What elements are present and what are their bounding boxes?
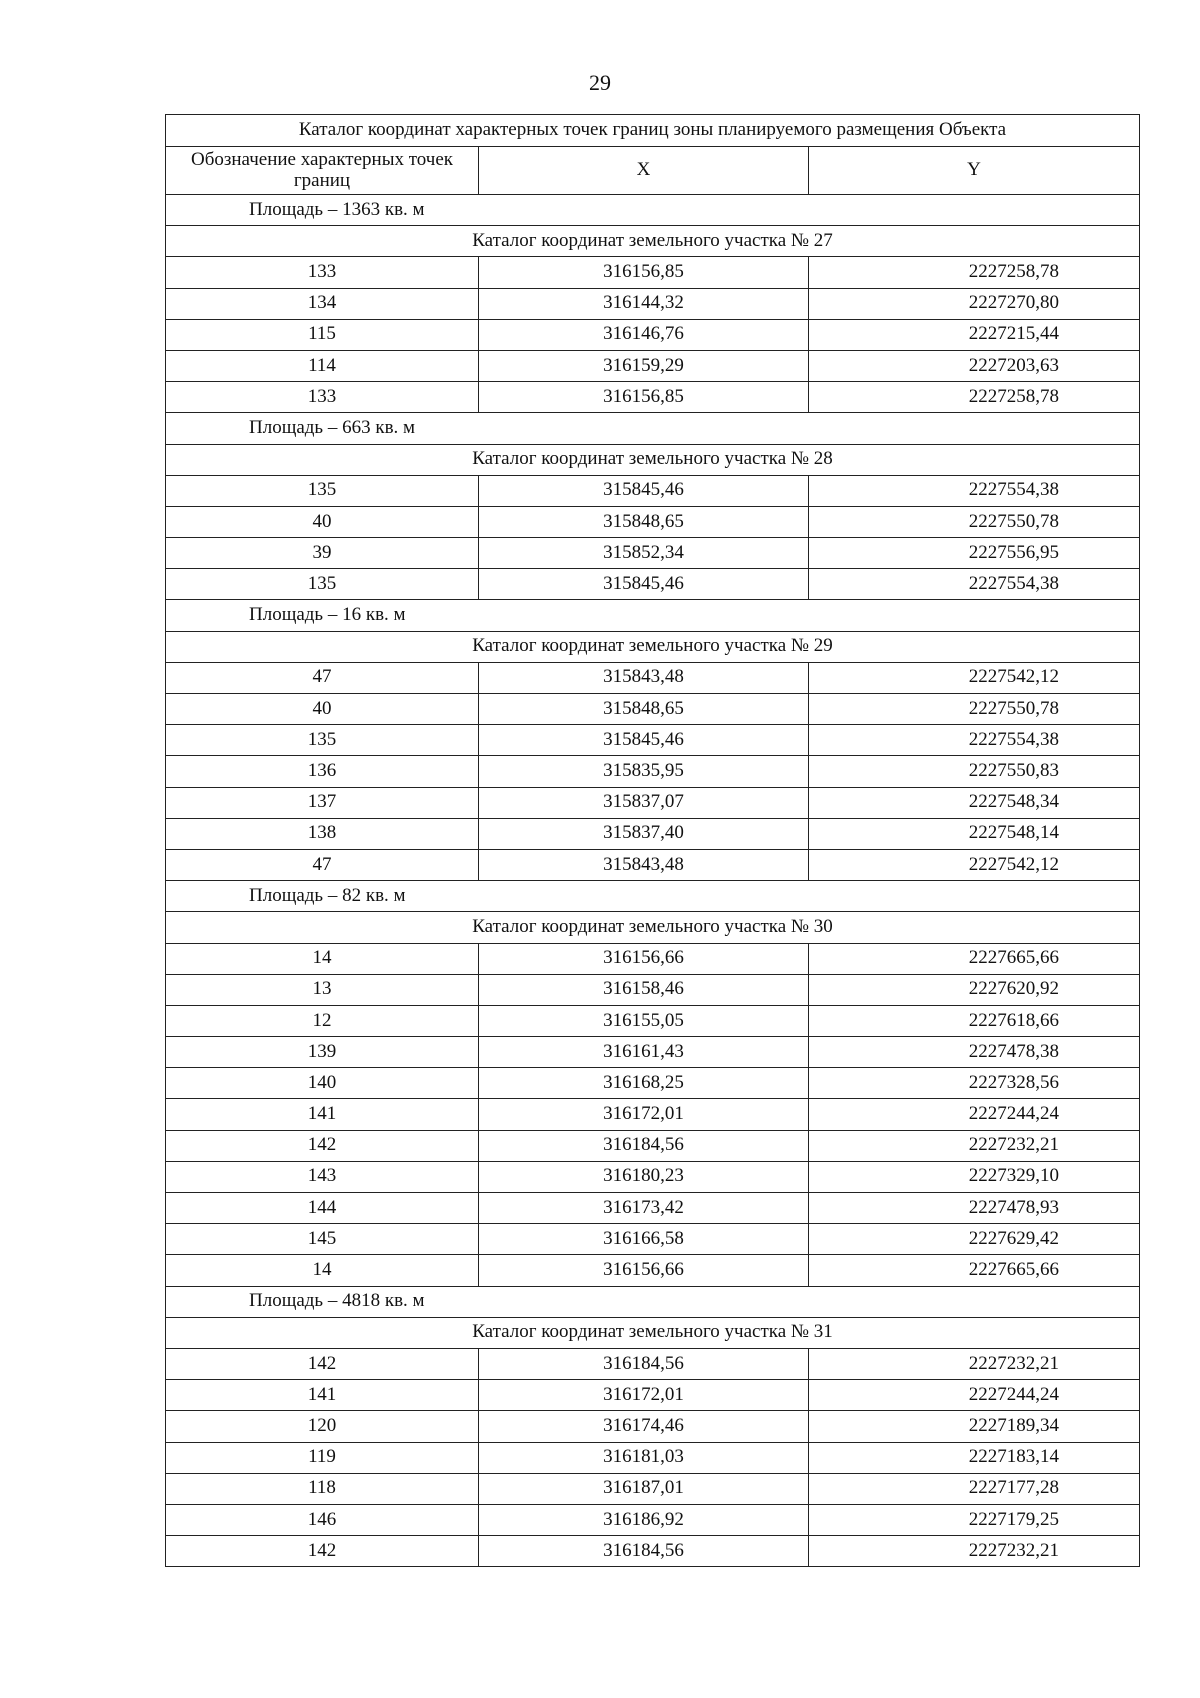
point-cell: 118 (166, 1473, 479, 1504)
x-cell: 316184,56 (479, 1536, 809, 1567)
table-row (166, 1255, 1140, 1286)
table-row (166, 725, 1140, 756)
x-cell: 315848,65 (479, 694, 809, 725)
x-cell: 316174,46 (479, 1411, 809, 1442)
x-cell: 315845,46 (479, 475, 809, 506)
table-row (166, 1380, 1140, 1411)
x-cell: 316158,46 (479, 974, 809, 1005)
table-row (166, 1037, 1140, 1068)
table-row (166, 787, 1140, 818)
catalog-subheader: Каталог координат земельного участка № 29 (166, 631, 1140, 662)
table-row (166, 1348, 1140, 1379)
y-cell: 2227548,34 (809, 787, 1140, 818)
point-cell: 13 (166, 974, 479, 1005)
y-cell: 2227258,78 (809, 257, 1140, 288)
point-cell: 135 (166, 475, 479, 506)
area-label: Площадь – 4818 кв. м (166, 1286, 1140, 1317)
table-row (166, 1193, 1140, 1224)
table-row (166, 1005, 1140, 1036)
point-cell: 115 (166, 319, 479, 350)
table-row (166, 974, 1140, 1005)
x-cell: 316187,01 (479, 1473, 809, 1504)
y-cell: 2227244,24 (809, 1380, 1140, 1411)
point-cell: 145 (166, 1224, 479, 1255)
point-cell: 133 (166, 257, 479, 288)
area-row (166, 1286, 1140, 1317)
x-cell: 316180,23 (479, 1161, 809, 1192)
x-cell: 315852,34 (479, 538, 809, 569)
catalog-subheader: Каталог координат земельного участка № 31 (166, 1317, 1140, 1348)
y-cell: 2227203,63 (809, 350, 1140, 381)
catalog-subheader: Каталог координат земельного участка № 30 (166, 912, 1140, 943)
point-cell: 119 (166, 1442, 479, 1473)
y-cell: 2227478,38 (809, 1037, 1140, 1068)
point-cell: 135 (166, 725, 479, 756)
x-cell: 316184,56 (479, 1348, 809, 1379)
table-row (166, 1099, 1140, 1130)
point-cell: 140 (166, 1068, 479, 1099)
point-cell: 142 (166, 1130, 479, 1161)
y-cell: 2227329,10 (809, 1161, 1140, 1192)
point-cell: 141 (166, 1099, 479, 1130)
point-cell: 146 (166, 1504, 479, 1535)
x-cell: 316181,03 (479, 1442, 809, 1473)
point-cell: 137 (166, 787, 479, 818)
y-cell: 2227550,83 (809, 756, 1140, 787)
y-cell: 2227232,21 (809, 1130, 1140, 1161)
point-cell: 14 (166, 1255, 479, 1286)
table-row (166, 257, 1140, 288)
x-cell: 316146,76 (479, 319, 809, 350)
x-cell: 316156,66 (479, 1255, 809, 1286)
y-cell: 2227554,38 (809, 475, 1140, 506)
table-body (166, 195, 1140, 1567)
area-row (166, 195, 1140, 226)
y-cell: 2227556,95 (809, 538, 1140, 569)
point-cell: 114 (166, 350, 479, 381)
point-cell: 135 (166, 569, 479, 600)
table-row (166, 694, 1140, 725)
y-cell: 2227478,93 (809, 1193, 1140, 1224)
x-cell: 315845,46 (479, 725, 809, 756)
x-cell: 315848,65 (479, 506, 809, 537)
x-cell: 315843,48 (479, 849, 809, 880)
area-row (166, 600, 1140, 631)
point-cell: 12 (166, 1005, 479, 1036)
x-cell: 315837,40 (479, 818, 809, 849)
table-row (166, 849, 1140, 880)
x-cell: 315835,95 (479, 756, 809, 787)
x-cell: 316166,58 (479, 1224, 809, 1255)
table-title: Каталог координат характерных точек границ зоны планируемого размещения Объекта (166, 115, 1140, 147)
x-cell: 316168,25 (479, 1068, 809, 1099)
table-row (166, 1130, 1140, 1161)
header-point: Обозначение характерных точек границ (166, 147, 479, 195)
x-cell: 316144,32 (479, 288, 809, 319)
table-row (166, 818, 1140, 849)
table-row (166, 475, 1140, 506)
y-cell: 2227232,21 (809, 1536, 1140, 1567)
point-cell: 142 (166, 1348, 479, 1379)
coordinates-catalog-table (165, 114, 1140, 1567)
y-cell: 2227554,38 (809, 569, 1140, 600)
table-row (166, 382, 1140, 413)
table-row (166, 1161, 1140, 1192)
x-cell: 316156,85 (479, 257, 809, 288)
x-cell: 316172,01 (479, 1380, 809, 1411)
point-cell: 142 (166, 1536, 479, 1567)
table-row (166, 1068, 1140, 1099)
page-number: 29 (589, 70, 611, 95)
y-cell: 2227183,14 (809, 1442, 1140, 1473)
x-cell: 316184,56 (479, 1130, 809, 1161)
area-label: Площадь – 663 кв. м (166, 413, 1140, 444)
point-cell: 40 (166, 506, 479, 537)
catalog-subheader-row (166, 444, 1140, 475)
y-cell: 2227232,21 (809, 1348, 1140, 1379)
x-cell: 315837,07 (479, 787, 809, 818)
catalog-subheader-row (166, 226, 1140, 257)
y-cell: 2227665,66 (809, 1255, 1140, 1286)
y-cell: 2227244,24 (809, 1099, 1140, 1130)
catalog-subheader-row (166, 1317, 1140, 1348)
table-row (166, 1411, 1140, 1442)
y-cell: 2227548,14 (809, 818, 1140, 849)
y-cell: 2227620,92 (809, 974, 1140, 1005)
table-row (166, 350, 1140, 381)
area-label: Площадь – 82 кв. м (166, 881, 1140, 912)
y-cell: 2227177,28 (809, 1473, 1140, 1504)
point-cell: 141 (166, 1380, 479, 1411)
y-cell: 2227542,12 (809, 662, 1140, 693)
point-cell: 40 (166, 694, 479, 725)
area-row (166, 413, 1140, 444)
catalog-subheader: Каталог координат земельного участка № 28 (166, 444, 1140, 475)
y-cell: 2227554,38 (809, 725, 1140, 756)
table-row (166, 1473, 1140, 1504)
y-cell: 2227215,44 (809, 319, 1140, 350)
table-row (166, 1504, 1140, 1535)
point-cell: 136 (166, 756, 479, 787)
area-label: Площадь – 16 кв. м (166, 600, 1140, 631)
point-cell: 120 (166, 1411, 479, 1442)
header-x: X (479, 147, 809, 195)
table-row (166, 662, 1140, 693)
catalog-subheader-row (166, 631, 1140, 662)
x-cell: 316173,42 (479, 1193, 809, 1224)
x-cell: 316156,66 (479, 943, 809, 974)
area-row (166, 881, 1140, 912)
y-cell: 2227258,78 (809, 382, 1140, 413)
point-cell: 47 (166, 849, 479, 880)
point-cell: 144 (166, 1193, 479, 1224)
point-cell: 143 (166, 1161, 479, 1192)
table-row (166, 569, 1140, 600)
point-cell: 47 (166, 662, 479, 693)
y-cell: 2227270,80 (809, 288, 1140, 319)
y-cell: 2227189,34 (809, 1411, 1140, 1442)
table-row (166, 943, 1140, 974)
x-cell: 316161,43 (479, 1037, 809, 1068)
area-label: Площадь – 1363 кв. м (166, 195, 1140, 226)
catalog-subheader: Каталог координат земельного участка № 27 (166, 226, 1140, 257)
point-cell: 14 (166, 943, 479, 974)
point-cell: 138 (166, 818, 479, 849)
y-cell: 2227179,25 (809, 1504, 1140, 1535)
table-row (166, 506, 1140, 537)
table-row (166, 756, 1140, 787)
point-cell: 139 (166, 1037, 479, 1068)
y-cell: 2227542,12 (809, 849, 1140, 880)
table-row (166, 1442, 1140, 1473)
x-cell: 316156,85 (479, 382, 809, 413)
table-row (166, 288, 1140, 319)
x-cell: 316186,92 (479, 1504, 809, 1535)
x-cell: 316155,05 (479, 1005, 809, 1036)
y-cell: 2227328,56 (809, 1068, 1140, 1099)
point-cell: 133 (166, 382, 479, 413)
table-row (166, 1224, 1140, 1255)
catalog-subheader-row (166, 912, 1140, 943)
table-row (166, 1536, 1140, 1567)
table-row (166, 538, 1140, 569)
y-cell: 2227550,78 (809, 694, 1140, 725)
y-cell: 2227665,66 (809, 943, 1140, 974)
y-cell: 2227550,78 (809, 506, 1140, 537)
y-cell: 2227629,42 (809, 1224, 1140, 1255)
x-cell: 315845,46 (479, 569, 809, 600)
table-row (166, 319, 1140, 350)
point-cell: 134 (166, 288, 479, 319)
x-cell: 316172,01 (479, 1099, 809, 1130)
x-cell: 316159,29 (479, 350, 809, 381)
x-cell: 315843,48 (479, 662, 809, 693)
header-y: Y (809, 147, 1140, 195)
y-cell: 2227618,66 (809, 1005, 1140, 1036)
point-cell: 39 (166, 538, 479, 569)
